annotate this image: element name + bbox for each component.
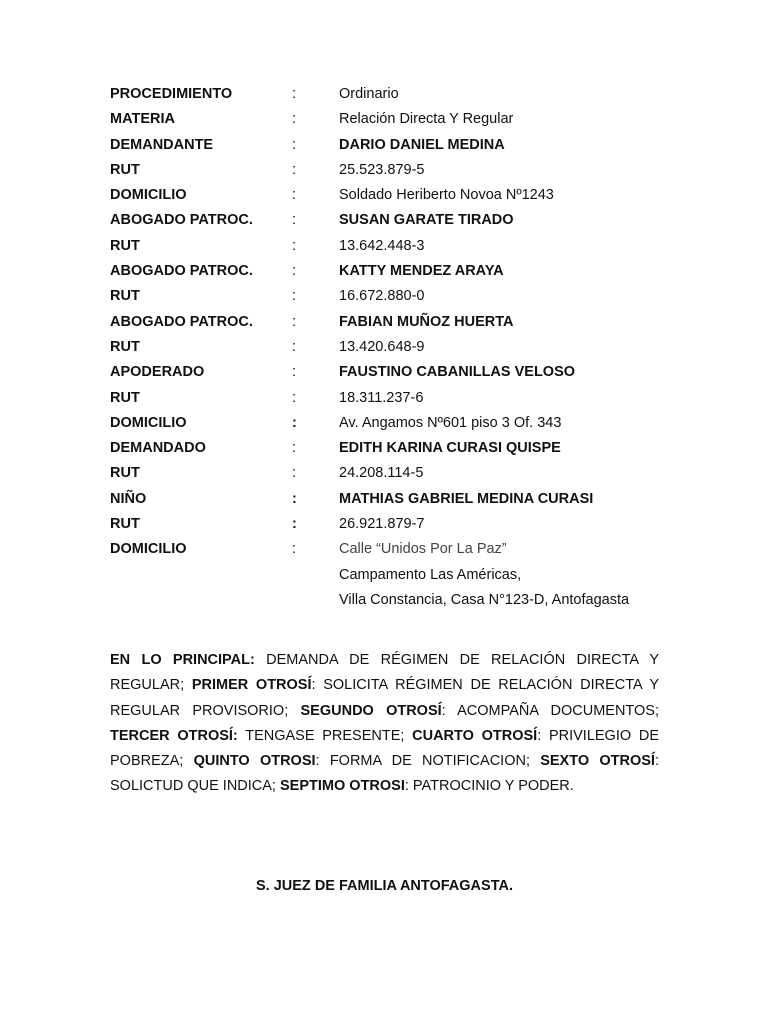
header-value: 18.311.237-6 <box>339 389 424 406</box>
header-colon: : <box>292 86 297 102</box>
header-row-rut-abogado-1 <box>110 236 670 261</box>
case-header-table <box>110 84 670 615</box>
header-value: MATHIAS GABRIEL MEDINA CURASI <box>339 490 594 507</box>
summary-text: : SOLICITA RÉGIMEN DE RELACIÓN DIRECTA Y REGULAR PROVISORIO; <box>110 677 659 719</box>
summary-otrosi-heading: SEXTO OTROSÍ <box>540 753 655 770</box>
header-value: Calle “Unidos Por La Paz” <box>339 541 507 558</box>
summary-text: : ACOMPAÑA DOCUMENTOS; <box>441 702 659 719</box>
header-value: 16.672.880-0 <box>339 288 425 305</box>
header-row-rut-apoderado <box>110 388 670 413</box>
header-value: Campamento Las Américas, <box>339 566 522 583</box>
header-colon: : <box>292 161 297 178</box>
header-row-rut-nino <box>110 514 670 539</box>
header-label: ABOGADO PATROC. <box>110 263 253 280</box>
summary-principal-heading: EN LO PRINCIPAL: <box>110 652 255 668</box>
header-row-demandado <box>110 438 670 463</box>
summary-text: : SOLICTUD QUE INDICA; <box>110 753 659 795</box>
header-value: FAUSTINO CABANILLAS VELOSO <box>339 364 576 381</box>
header-colon: : <box>292 541 297 558</box>
header-row-procedimiento <box>110 84 670 109</box>
header-label: NIÑO <box>110 490 147 507</box>
header-label: RUT <box>110 465 140 482</box>
summary-otrosi-heading: SEGUNDO OTROSÍ <box>300 702 442 719</box>
header-label: APODERADO <box>110 364 205 381</box>
header-value: Relación Directa Y Regular <box>339 111 514 128</box>
header-colon: : <box>292 136 297 153</box>
header-value: 13.420.648-9 <box>339 338 425 355</box>
header-value: SUSAN GARATE TIRADO <box>339 212 514 229</box>
header-label: RUT <box>110 288 140 305</box>
summary-otrosi-heading: QUINTO OTROSI <box>193 753 316 770</box>
header-row-nino <box>110 489 670 514</box>
header-label: RUT <box>110 516 140 533</box>
header-colon: : <box>292 263 297 280</box>
summary-text: : PRIVILEGIO DE POBREZA; <box>110 727 660 770</box>
header-label: MATERIA <box>110 111 175 128</box>
header-row-rut-abogado-2 <box>110 286 670 311</box>
header-row-abogado-3 <box>110 312 670 337</box>
header-label: DOMICILIO <box>110 414 187 431</box>
header-label: DEMANDADO <box>110 440 206 457</box>
header-row-address-line-2 <box>110 565 670 590</box>
header-label: RUT <box>110 338 140 355</box>
header-row-materia <box>110 109 670 134</box>
header-colon: : <box>292 338 297 355</box>
header-value: FABIAN MUÑOZ HUERTA <box>339 313 514 330</box>
summary-otrosi-heading: PRIMER OTROSÍ <box>191 677 312 694</box>
header-label: RUT <box>110 389 140 406</box>
header-colon: : <box>292 465 297 482</box>
header-value: Ordinario <box>339 86 399 102</box>
header-value: 26.921.879-7 <box>339 516 425 533</box>
header-colon: : <box>292 414 297 431</box>
summary-text: TENGASE PRESENTE; <box>237 727 413 744</box>
header-value: Villa Constancia, Casa N°123-D, Antofagasta <box>339 591 630 608</box>
header-value: Av. Angamos Nº601 piso 3 Of. 343 <box>339 414 562 431</box>
header-label: PROCEDIMIENTO <box>110 86 233 102</box>
header-value: EDITH KARINA CURASI QUISPE <box>339 440 561 457</box>
header-row-abogado-1 <box>110 210 670 235</box>
header-colon: : <box>292 313 297 330</box>
header-label: ABOGADO PATROC. <box>110 212 253 229</box>
header-colon: : <box>292 440 297 457</box>
header-colon: : <box>292 389 297 406</box>
header-label: RUT <box>110 237 140 254</box>
header-colon: : <box>292 516 297 533</box>
header-row-abogado-2 <box>110 261 670 286</box>
header-row-domicilio-demandante <box>110 185 670 210</box>
header-row-apoderado <box>110 362 670 387</box>
header-colon: : <box>292 364 297 381</box>
summary-text: : PATROCINIO Y PODER. <box>404 778 574 795</box>
header-value: KATTY MENDEZ ARAYA <box>339 263 504 280</box>
header-value: Soldado Heriberto Novoa Nº1243 <box>339 187 554 204</box>
header-row-rut-abogado-3 <box>110 337 670 362</box>
court-addressee: S. JUEZ DE FAMILIA ANTOFAGASTA. <box>256 878 513 894</box>
header-label: RUT <box>110 161 140 178</box>
header-label: ABOGADO PATROC. <box>110 313 253 330</box>
header-row-rut-demandante <box>110 160 670 185</box>
header-colon: : <box>292 490 297 507</box>
header-row-rut-demandado <box>110 463 670 488</box>
header-label: DEMANDANTE <box>110 136 214 153</box>
summary-text: : FORMA DE NOTIFICACION; <box>315 753 541 770</box>
header-colon: : <box>292 187 297 204</box>
header-colon: : <box>292 212 297 229</box>
header-value: 25.523.879-5 <box>339 161 425 178</box>
header-colon: : <box>292 288 297 305</box>
header-row-address-line-3 <box>110 590 670 615</box>
header-value: 24.208.114-5 <box>339 465 424 482</box>
header-value: DARIO DANIEL MEDINA <box>339 136 505 153</box>
header-value: 13.642.448-3 <box>339 237 425 254</box>
summary-otrosi-heading: CUARTO OTROSÍ <box>412 727 538 744</box>
header-label: DOMICILIO <box>110 187 187 204</box>
header-row-domicilio-apoderado <box>110 413 670 438</box>
header-row-demandante <box>110 135 670 160</box>
header-colon: : <box>292 111 297 128</box>
summary-otrosi-heading: TERCER OTROSÍ: <box>110 727 238 744</box>
header-label: DOMICILIO <box>110 541 187 558</box>
header-colon: : <box>292 237 297 254</box>
summary-text: DEMANDA DE RÉGIMEN DE RELACIÓN DIRECTA Y REGULAR; <box>110 652 659 694</box>
header-row-domicilio-nino <box>110 539 670 564</box>
summary-otrosi-heading: SEPTIMO OTROSI <box>280 778 405 795</box>
petition-summary <box>110 648 659 800</box>
